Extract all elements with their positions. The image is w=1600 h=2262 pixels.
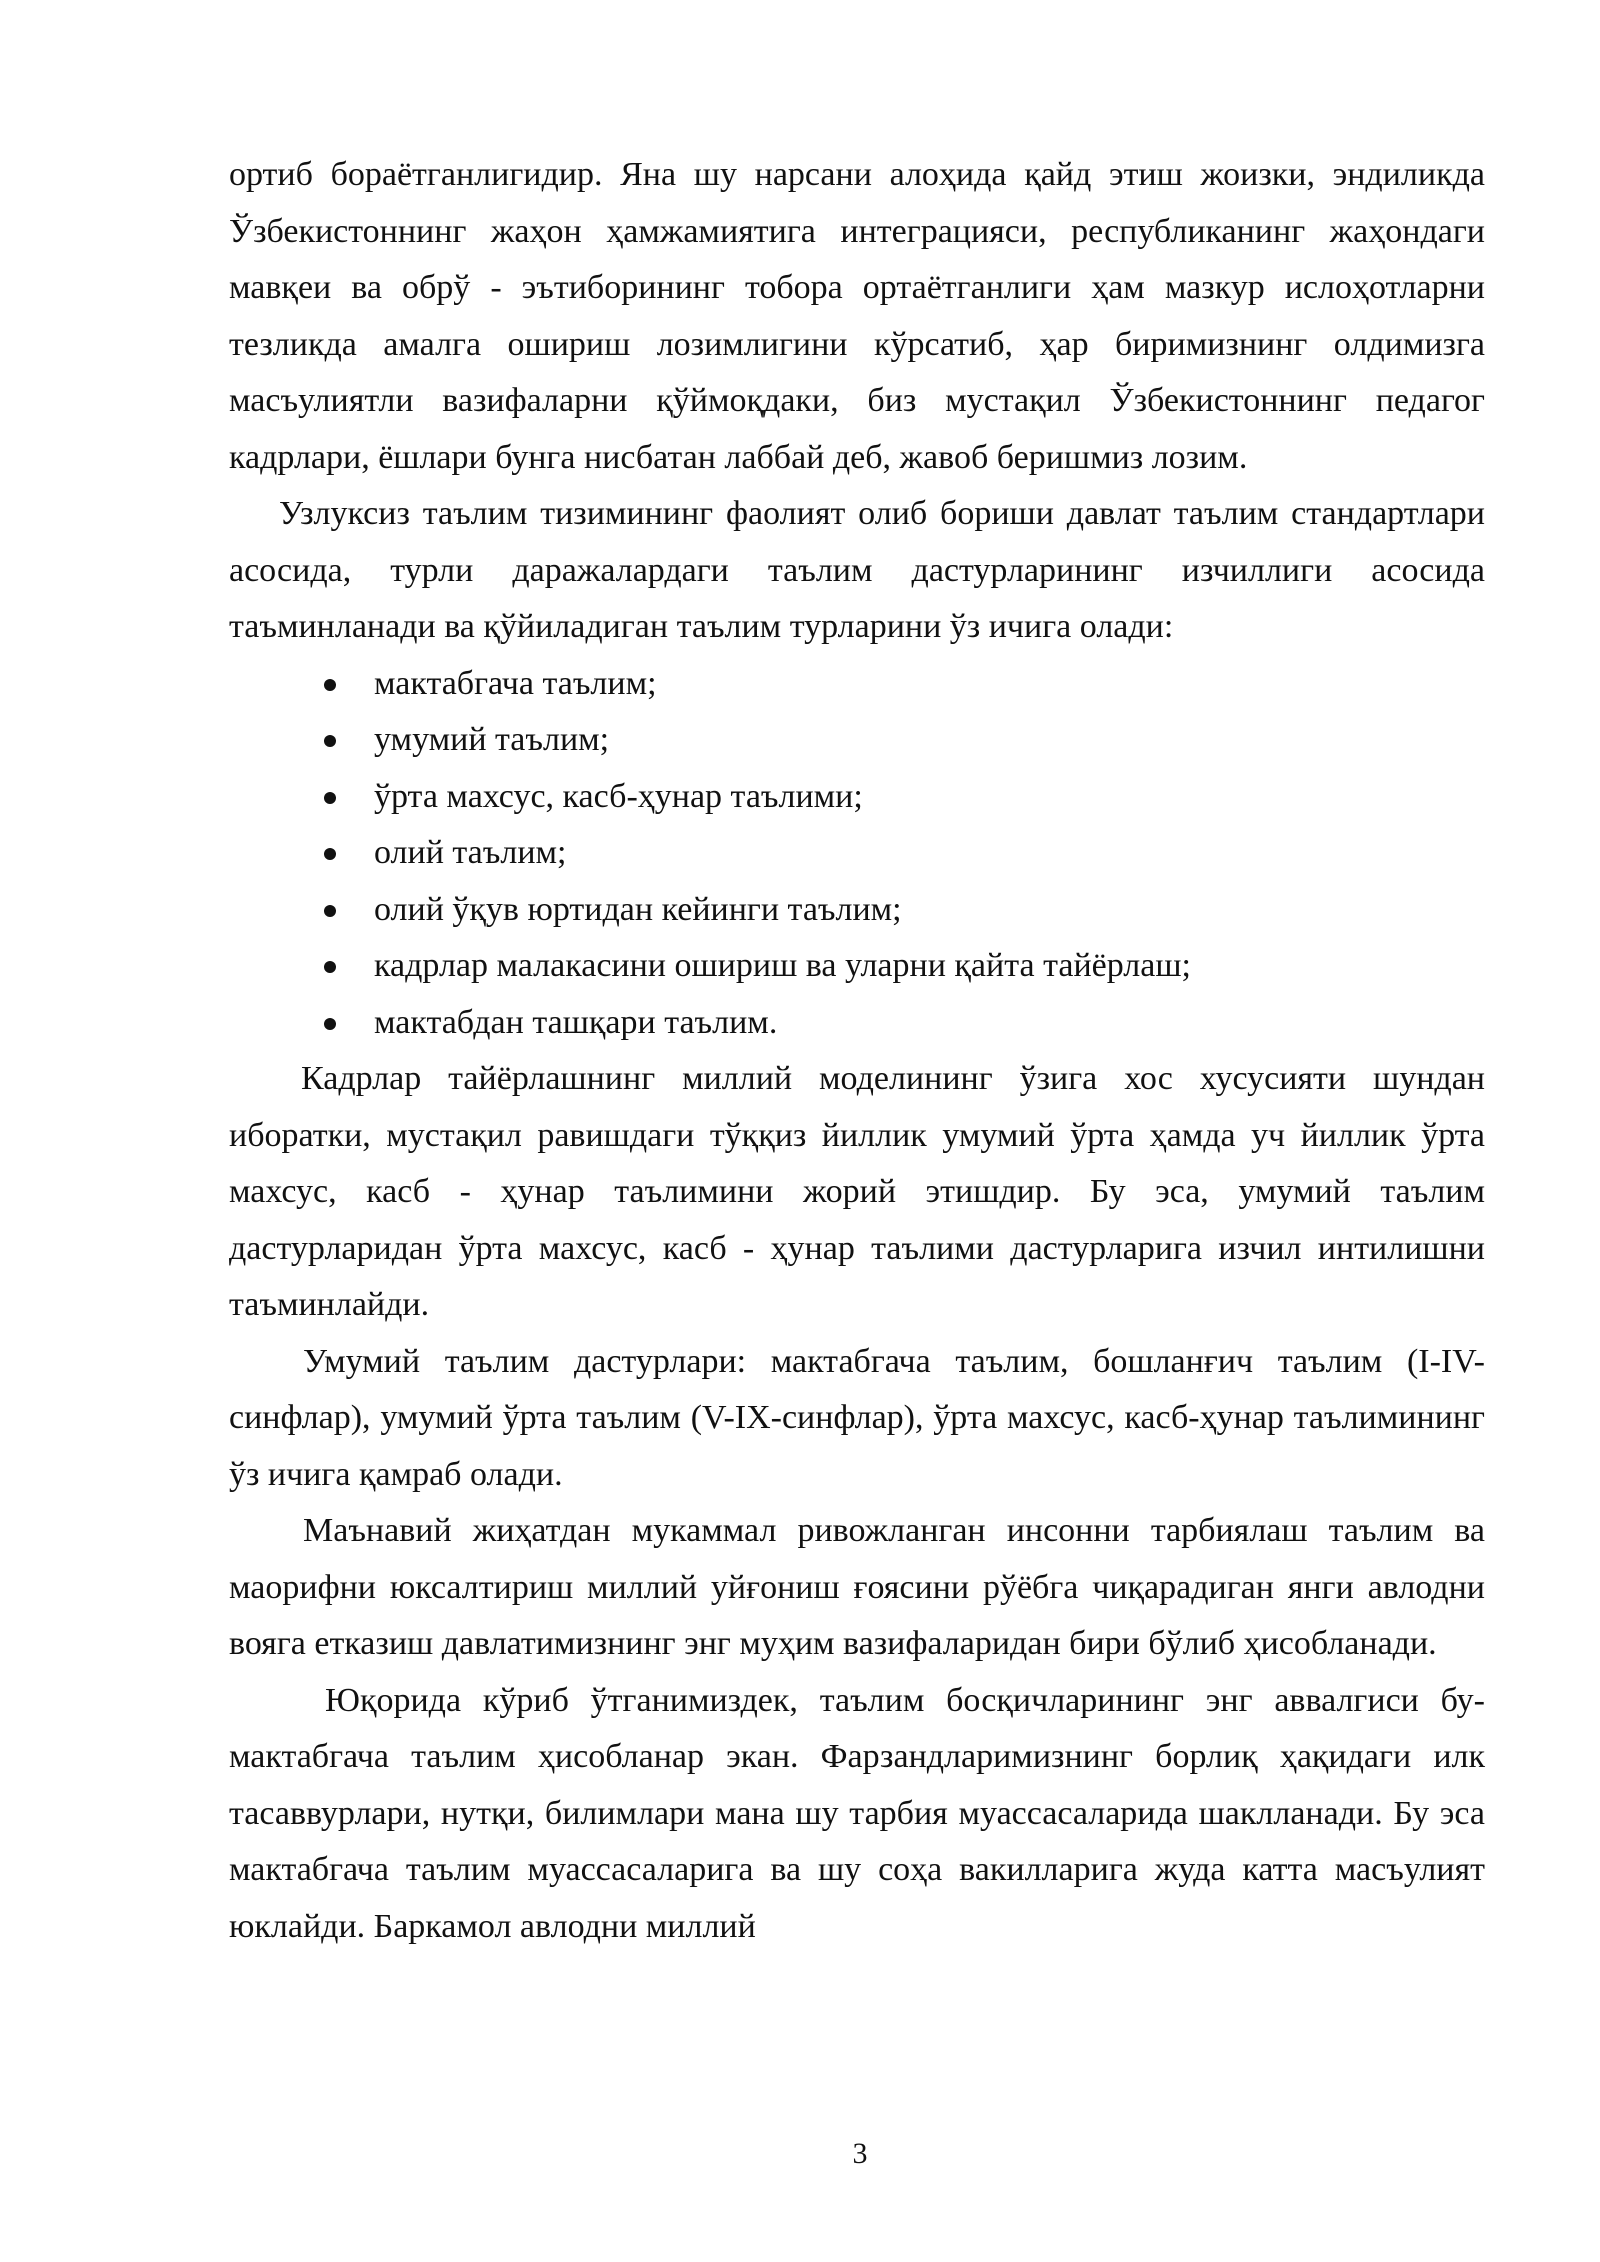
paragraph-general-programs: Умумий таълим дастурлари: мактабгача таълим, бошланғич таълим (I-IV-синфлар), умумий ўрта таълим (V-IX-синфлар), ўрта махсус, касб-ҳунар таълимининг ўз ичига қамраб олади. (229, 1342, 1485, 1493)
bullet-icon (324, 905, 336, 917)
list-item: мактабгача таълим; (324, 656, 1485, 713)
bullet-icon (324, 679, 336, 691)
bullet-icon (324, 792, 336, 804)
page-body (229, 147, 1485, 1955)
list-item: мактабдан ташқари таълим. (324, 995, 1485, 1052)
page-number: 3 (852, 2137, 868, 2170)
education-types-list (229, 656, 1485, 1052)
paragraph-continuous-education: Узлуксиз таълим тизимининг фаолият олиб бориши давлат таълим стандартлари асосида, турли даражалардаги таълим дастурларининг изчиллиги асосида таъминланади ва қўйиладиган таълим турларини ўз ичига олади: (229, 495, 1485, 645)
list-item: умумий таълим; (324, 712, 1485, 769)
bullet-icon (324, 1018, 336, 1030)
bullet-icon (324, 848, 336, 860)
paragraph-reforms: ортиб бораётганлигидир. Яна шу нарсани алоҳида қайд этиш жоизки, эндиликда Ўзбекистоннинг жаҳон ҳамжамиятига интеграцияси, республиканинг жаҳондаги мавқеи ва обрў - эътиборининг тобора ортаётганлиги ҳам мазкур ислоҳотларни тезликда амалга ошириш лозимлигини кўрсатиб, ҳар биримизнинг олдимизга масъулиятли вазифаларни қўймоқдаки, биз мустақил Ўзбекистоннинг педагог кадрлари, ёшлари бунга нисбатан лаббай деб, жавоб беришмиз лозим. (229, 156, 1485, 476)
list-item: кадрлар малакасини ошириш ва уларни қайта тайёрлаш; (324, 938, 1485, 995)
paragraph-national-model: Кадрлар тайёрлашнинг миллий моделининг ўзига хос хусусияти шундан иборатки, мустақил равишдаги тўққиз йиллик умумий ўрта ҳамда уч йиллик ўрта махсус, касб - ҳунар таълимини жорий этишдир. Бу эса, умумий таълим дастурларидан ўрта махсус, касб - ҳунар таълими дастурларига изчил интилишни таъминлайди. (229, 1060, 1485, 1323)
list-item: олий ўқув юртидан кейинги таълим; (324, 882, 1485, 939)
bullet-icon (324, 961, 336, 973)
list-item: олий таълим; (324, 825, 1485, 882)
list-item: ўрта махсус, касб-ҳунар таълими; (324, 769, 1485, 826)
bullet-icon (324, 735, 336, 747)
paragraph-preschool: Юқорида кўриб ўтганимиздек, таълим босқичларининг энг аввалгиси бу- мактабгача таълим ҳисобланар экан. Фарзандларимизнинг борлиқ ҳақидаги илк тасаввурлари, нутқи, билимлари мана шу тарбия муассасаларида шаклланади. Бу эса мактабгача таълим муассасаларига ва шу соҳа вакилларига жуда катта масъулият юклайди. Баркамол авлодни миллий (229, 1681, 1485, 1945)
paragraph-spiritual-development: Маънавий жиҳатдан мукаммал ривожланган инсонни тарбиялаш таълим ва маорифни юксалтириш миллий уйғониш ғоясини рўёбга чиқарадиган янги авлодни вояга етказиш давлатимизнинг энг муҳим вазифаларидан бири бўлиб ҳисобланади. (229, 1512, 1485, 1662)
